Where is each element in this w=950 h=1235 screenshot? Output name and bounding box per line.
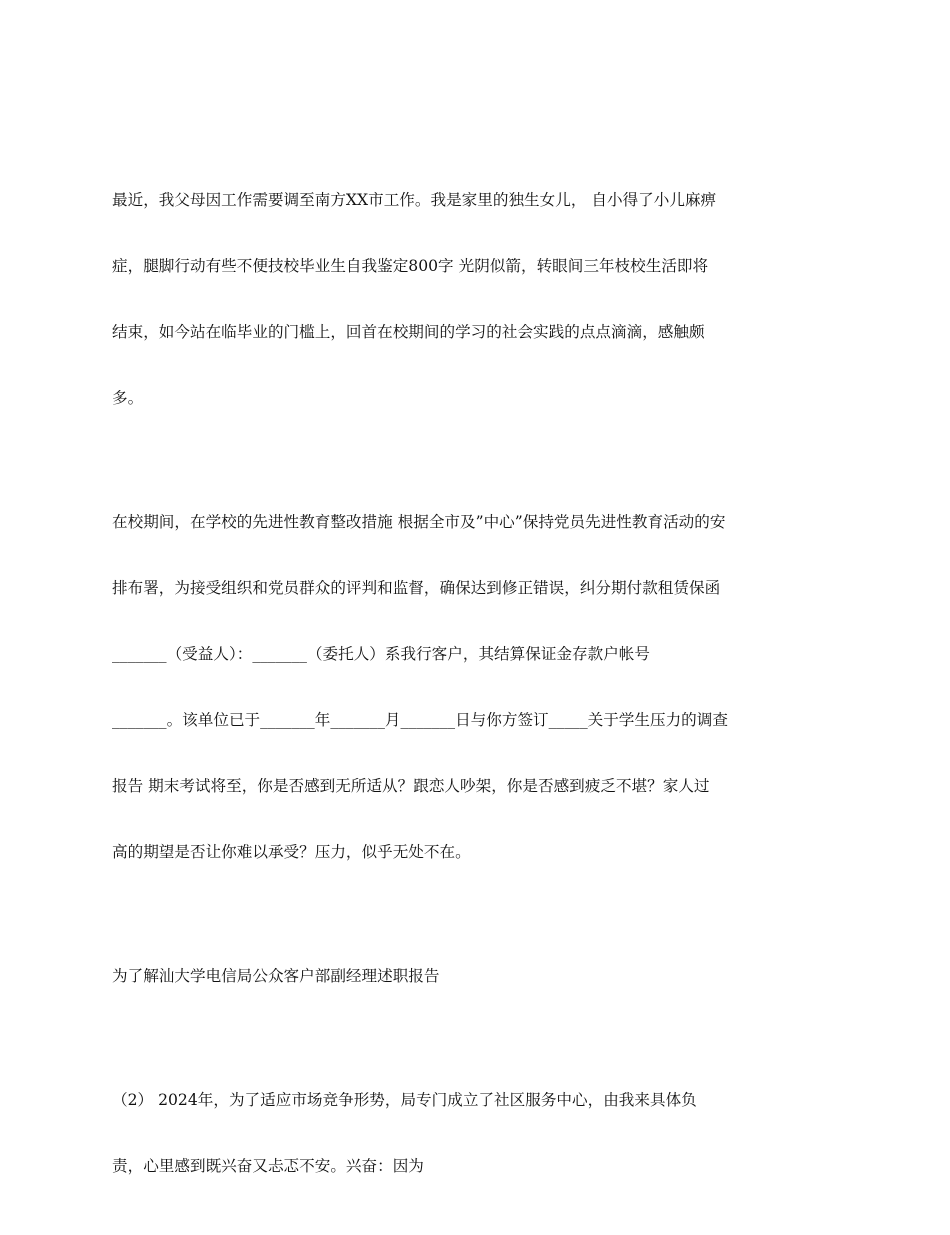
text-line: 高的期望是否让你难以承受？压力，似乎无处不在。 [112,843,471,861]
text-line: 排布署，为接受组织和党员群众的评判和监督，确保达到修正错误，纠分期付款租赁保函 [112,579,721,597]
paragraph-1 [112,145,840,453]
text-line: 症，腿脚行动有些不便技校毕业生自我鉴定800字 光阴似箭，转眼间三年枝校生活即将 [112,257,709,275]
paragraph-2 [112,467,840,907]
text-line: _______。该单位已于_______年_______月_______日与你方签订_____关于学生压力的调查 [112,711,728,729]
text-line: 责，心里感到既兴奋又忐忑不安。兴奋：因为 [112,1157,424,1175]
text-line: 结束，如今站在临毕业的门槛上，回首在校期间的学习的社会实践的点点滴滴，感触颇 [112,323,705,341]
text-line: 报告 期末考试将至，你是否感到无所适从？跟恋人吵架，你是否感到疲乏不堪？家人过 [112,777,710,795]
document-body [112,145,840,1235]
paragraph-3 [112,921,840,1031]
text-line: （2） 2024年，为了适应市场竞争形势，局专门成立了社区服务中心，由我来具体负 [112,1091,697,1109]
paragraph-4 [112,1045,840,1221]
text-line: 为了解汕大学电信局公众客户部副经理述职报告 [112,967,440,985]
text-line: _______（受益人）：_______（委托人）系我行客户，其结算保证金存款户帐号 [112,645,650,663]
text-line: 最近，我父母因工作需要调至南方XX市工作。我是家里的独生女儿， 自小得了小儿麻痹 [112,191,717,209]
text-line: 在校期间，在学校的先进性教育整改措施 根据全市及”中心”保持党员先进性教育活动的安 [112,513,726,531]
text-line: 多。 [112,389,144,407]
